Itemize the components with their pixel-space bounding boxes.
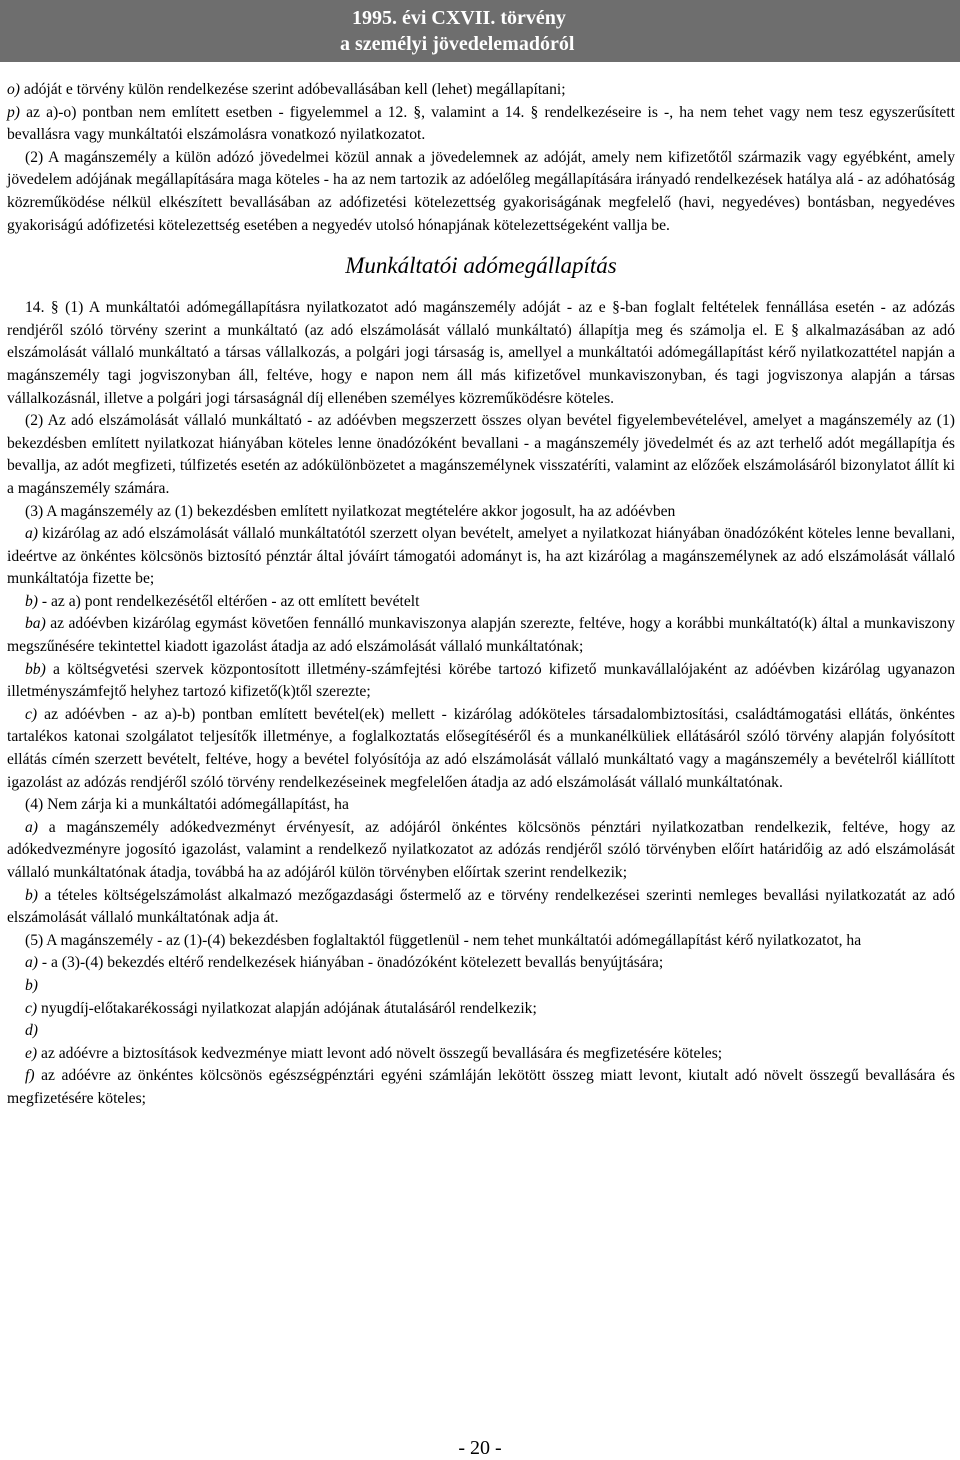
paragraph <box>7 501 955 524</box>
point-letter: a) <box>25 954 38 972</box>
point-letter: bb) <box>25 660 46 678</box>
document-header <box>0 0 960 62</box>
list-item <box>7 885 955 930</box>
paragraph-text: kizárólag az adó elszámolását vállaló munkáltatótól szerzett olyan bevételt, amelyet a nyilatkozat hiányában önadózóként köteles lenne bevallani, ideértve az önkéntes kölcsönös biztosító pénztár által jóváírt támogatói adományt is, ha azt kizárólag a magánszemélynek az adó elszámolását vállaló munkáltatója fizette be; <box>7 525 955 588</box>
paragraph-text: az a)-o) pontban nem említett esetben - figyelemmel a 12. §, valamint a 14. § rendelkezéseire is -, ha nem tehet vagy nem tesz egyszerűsített bevallásra vagy munkáltatói elszámolásra vonatkozó nyilatkozatot. <box>7 103 955 144</box>
list-item <box>7 613 955 658</box>
list-item <box>7 704 955 794</box>
header-law-title: a személyi jövedelemadóról <box>340 33 575 55</box>
paragraph-text: az adóévben kizárólag egymást követően fennálló munkaviszonya alapján szerezte, feltéve, hogy a korábbi munkáltató(k) által a munkaviszony megszűnésére tekintettel kiadott igazolást átadja az adó elszámolását vállaló munkáltatónak; <box>7 615 955 656</box>
paragraph-text: - a (3)-(4) bekezdés eltérő rendelkezések hiányában - önadózóként kötelezett bevallás benyújtására; <box>38 954 664 972</box>
paragraph-text: (3) A magánszemély az (1) bekezdésben említett nyilatkozat megtételére akkor jogosult, ha az adóévben <box>25 502 676 520</box>
paragraph-text: nyugdíj-előtakarékossági nyilatkozat alapján adójának átutalásáról rendelkezik; <box>37 999 537 1017</box>
point-letter: a) <box>25 525 38 543</box>
point-letter: p) <box>7 103 20 121</box>
list-item <box>7 1043 955 1066</box>
paragraph-text: a tételes költségelszámolást alkalmazó mezőgazdasági őstermelő az e törvény rendelkezései szerinti nemleges bevallási nyilatkozatát az adó elszámolását vállaló munkáltatónak adja át. <box>7 886 955 927</box>
paragraph <box>7 147 955 237</box>
paragraph-text: 14. § (1) A munkáltatói adómegállapításra nyilatkozatot adó magánszemély adóját - az e §-ban foglalt feltételek fennállása esetén - az adózás rendjéről szóló törvény szerint a munkáltató (az adó elszámolását vállaló munkáltató) állapítja meg és számolja el. E § alkalmazásában az adó elszámolását vállaló munkáltató a társas vállalkozás, a polgári jogi társaság is, amellyel a munkáltatói adómegállapítást kérő nyilatkozattétel napján a magánszemély tagi jogviszonyban áll, feltéve, hogy e napon nem áll más kifizetővel munkaviszonyban, és tagi jogviszonya alapján a társas vállalkozásnál, illetve a polgári jogi társaságnál díj ellenében személyes közreműködésre köteles. <box>7 299 955 407</box>
paragraph <box>7 102 955 147</box>
point-letter: o) <box>7 81 20 98</box>
point-letter: b) <box>25 886 38 904</box>
list-item <box>7 817 955 885</box>
list-item <box>7 998 955 1021</box>
section-title: Munkáltatói adómegállapítás <box>345 253 617 279</box>
document-body <box>7 79 955 1111</box>
point-letter: c) <box>25 999 38 1017</box>
point-letter: ba) <box>25 615 46 633</box>
paragraph-text: az adóévre az önkéntes kölcsönös egészségpénztári egyéni számláján lekötött összeg miatt levont, kiutalt adó növelt összegű bevallására és megfizetésére köteles; <box>7 1067 955 1107</box>
list-item <box>7 952 955 975</box>
paragraph-text: az adóévre a biztosítások kedvezménye miatt levont adó növelt összegű bevallására és megfizetésére köteles; <box>37 1044 723 1062</box>
paragraph <box>7 410 955 500</box>
header-law-number: 1995. évi CXVII. törvény <box>352 7 566 29</box>
point-letter: b) <box>25 592 38 610</box>
paragraph-text: - az a) pont rendelkezésétől eltérően - az ott említett bevételt <box>38 592 420 610</box>
paragraph-text: az adóévben - az a)-b) pontban említett bevétel(ek) mellett - kizárólag adóköteles társadalombiztosítási, családtámogatási ellátás, önkéntes tartalékos katonai szolgálatot teljesítők illetménye, a foglalkoztatás elősegítéséről és a munkanélküliek ellátásáról szóló törvény alapján folyósított ellátás címén szerzett bevételt, feltéve, hogy a bevétel folyósítója az adó elszámolását vállaló munkáltató vagy a magánszemély a bevételről kiállított igazolást az adózás rendjéről szóló törvény rendelkezéseinek megfelelően átadja az adó elszámolását vállaló munkáltatónak. <box>7 705 955 791</box>
list-item <box>7 659 955 704</box>
page-number: - 20 - <box>458 1437 502 1459</box>
paragraph <box>7 79 955 102</box>
point-letter: f) <box>25 1067 35 1085</box>
paragraph-text: a költségvetési szervek központosított illetmény-számfejtési körébe tartozó kifizető munkavállalójaként az adóévben kizárólag ugyanazon illetményszámfejtő helyhez tartozó kifizető(k)től szerezte; <box>7 660 955 701</box>
list-item <box>7 523 955 591</box>
paragraph-text: adóját e törvény külön rendelkezése szerint adóbevallásában kell (lehet) megállapítani; <box>20 81 566 98</box>
list-item <box>7 975 955 998</box>
list-item <box>7 591 955 614</box>
paragraph-text: (5) A magánszemély - az (1)-(4) bekezdésben foglaltaktól függetlenül - nem tehet munkáltatói adómegállapítást kérő nyilatkozatot, ha <box>25 931 862 949</box>
point-letter: e) <box>25 1044 38 1062</box>
list-item <box>7 1065 955 1110</box>
paragraph <box>7 930 955 953</box>
list-item <box>7 1020 955 1043</box>
paragraph-text: (4) Nem zárja ki a munkáltatói adómegállapítást, ha <box>25 796 349 814</box>
paragraph-text: a magánszemély adókedvezményt érvényesít, az adójáról önkéntes kölcsönös pénztári nyilatkozatban rendelkezik, feltéve, hogy az adókedvezményre jogosító igazolást, valamint a rendelkező nyilatkozatot az adózás rendjéről szóló törvényben előírt határidőig az adó elszámolását vállaló munkáltatónak átadja, továbbá ha az adójáról külön törvényben előírtak szerint rendelkezik; <box>7 818 955 881</box>
paragraph <box>7 794 955 817</box>
paragraph <box>7 297 955 410</box>
point-letter: d) <box>25 1022 38 1040</box>
point-letter: a) <box>25 818 38 836</box>
point-letter: c) <box>25 705 38 723</box>
paragraph-text: (2) Az adó elszámolását vállaló munkáltató - az adóévben megszerzett összes olyan bevétel figyelembevételével, amelyet a magánszemély az (1) bekezdésben említett nyilatkozat hiányában köteles lenne önadózóként bevallani - a magánszemély jövedelmét és az azt terhelő adót megállapítja és bevallja, az adót megfizeti, túlfizetés esetén az adókülönbözetet a magánszemélynek visszatéríti, valamint az előzőek elszámolásáról bizonylatot állít ki a magánszemély számára. <box>7 412 955 497</box>
point-letter: b) <box>25 976 38 994</box>
paragraph-text: (2) A magánszemély a külön adózó jövedelmei közül annak a jövedelemnek az adóját, amely nem kifizetőtől származik vagy egyébként, amely jövedelem adójának megállapítására maga köteles - ha az nem tartozik az adóelőleg megállapítására irányadó rendelkezések hatálya alá - az adóhatóság közreműködése nélkül elkészített bevallásában az adófizetési kötelezettség gyakoriságának megfelelő (havi, negyedéves) bontásban, negyedéves gyakoriságú adófizetési kötelezettség esetében a negyedév utolsó hónapjának kötelezettségeként vallja be. <box>7 148 955 234</box>
